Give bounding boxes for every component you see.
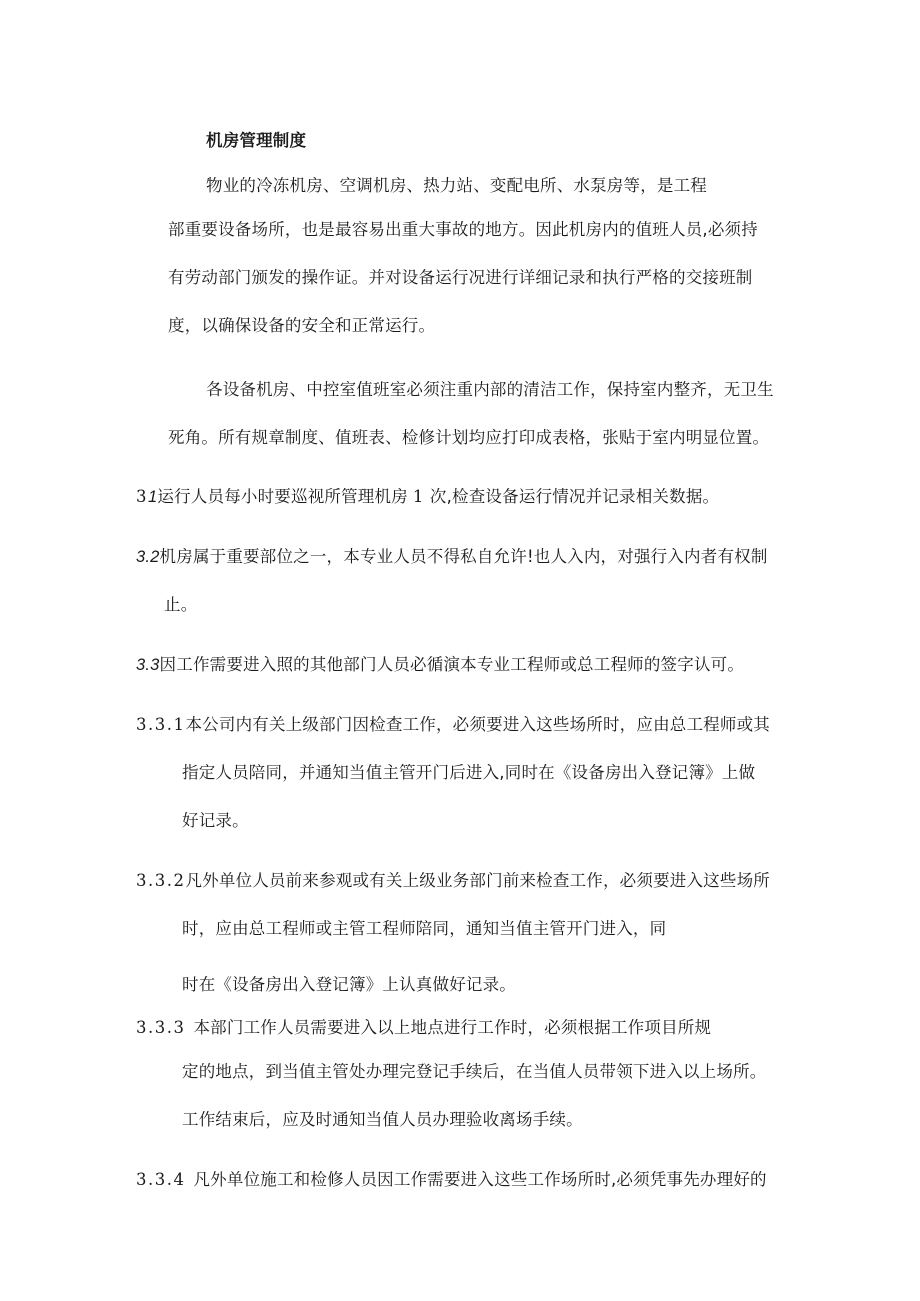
clause-3-2-line-1 [136, 547, 768, 567]
cleaning-line-1: 各设备机房、中控室值班室必须注重内部的清洁工作，保持室内整齐，无卫生 [206, 380, 774, 399]
clause-number: 3.3.2 [136, 871, 186, 890]
clause-text: 机房属于重要部位之一，本专业人员不得私自允许!也人入内，对强行入内者有权制 [159, 547, 768, 566]
clause-3-3-2-line-2: 时，应由总工程师或主管工程师陪同，通知当值主管开门进入，同 [182, 919, 667, 938]
clause-text: 本部门工作人员需要进入以上地点进行工作时，必须根据工作项目所规 [193, 1018, 712, 1037]
clause-text: 本公司内有关上级部门因检查工作，必须要进入这些场所时，应由总工程师或其 [185, 715, 770, 734]
clause-text-rest: 次,检查设备运行情况并记录相关数据。 [429, 487, 720, 506]
clause-text: 因工作需要进入照的其他部门人员必循演本专业工程师或总工程师的签字认可。 [159, 655, 745, 674]
clause-number: 3.3 [136, 656, 160, 674]
clause-3-3-2-line-3: 时在《设备房出入登记簿》上认真做好记录。 [182, 975, 516, 994]
intro-line-2: 部重要设备场所，也是最容易出重大事故的地方。因此机房内的值班人员,必须持 [168, 220, 758, 239]
clause-text: 凡外单位人员前来参观或有关上级业务部门前来检查工作，必须要进入这些场所 [185, 871, 770, 890]
clause-3-3 [136, 655, 744, 675]
clause-inline-number: 1 [412, 487, 425, 506]
clause-3-3-1-line-3: 好记录。 [182, 811, 249, 830]
clause-3-3-1-line-1 [136, 715, 770, 735]
clause-number-suffix: 1 [148, 488, 158, 506]
clause-number: 3.2 [136, 548, 160, 566]
intro-line-4: 度，以确保设备的安全和正常运行。 [168, 316, 436, 335]
clause-3-3-3-line-3: 工作结束后，应及时通知当值人员办理验收离场手续。 [182, 1110, 583, 1129]
clause-3-3-1-line-2: 指定人员陪同，并通知当值主管开门后进入,同时在《设备房出入登记簿》上做 [182, 763, 756, 782]
intro-line-1: 物业的冷冻机房、空调机房、热力站、变配电所、水泵房等，是工程 [206, 176, 707, 195]
clause-3-3-3-line-1 [136, 1018, 711, 1038]
cleaning-line-2: 死角。所有规章制度、值班表、检修计划均应打印成表格，张贴于室内明显位置。 [168, 428, 770, 447]
document-title: 机房管理制度 [206, 131, 307, 150]
clause-3-2-line-2: 止。 [164, 595, 198, 614]
clause-3-1 [136, 487, 719, 507]
clause-text: 凡外单位施工和检修人员因工作需要进入这些工作场所时,必须凭事先办理好的 [193, 1170, 767, 1189]
clause-3-3-2-line-1 [136, 871, 770, 891]
clause-number: 3.3.4 [136, 1170, 186, 1189]
clause-number: 3.3.3 [136, 1018, 186, 1037]
clause-number: 3 [136, 487, 148, 506]
clause-3-3-4 [136, 1170, 767, 1190]
clause-text: 运行人员每小时要巡视所管理机房 [157, 487, 408, 506]
clause-number: 3.3.1 [136, 715, 186, 734]
clause-3-3-3-line-2: 定的地点，到当值主管处办理完登记手续后，在当值人员带领下进入以上场所。 [182, 1062, 767, 1081]
intro-line-3: 有劳动部门颁发的操作证。并对设备运行况进行详细记录和执行严格的交接班制 [168, 268, 753, 287]
